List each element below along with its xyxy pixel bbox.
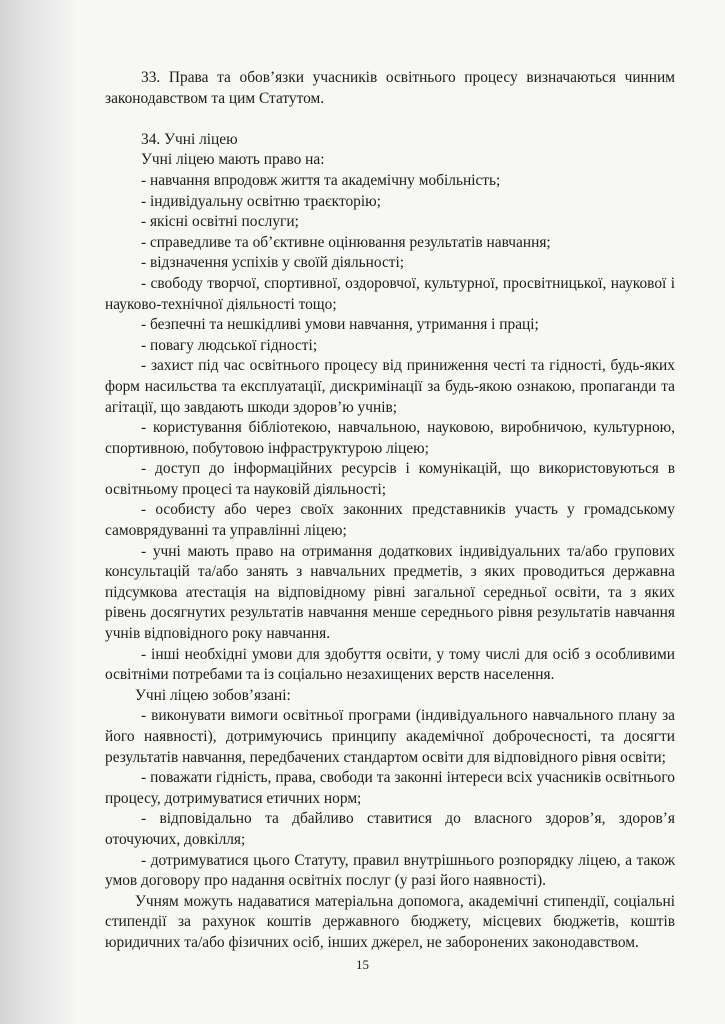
binder-shadow <box>0 0 78 1024</box>
rights-item: - навчання впродовж життя та академічну мобільність; <box>141 171 501 189</box>
duties-item: - виконувати вимоги освітньої програми (індивідуального навчального плану за його наявності), дотримуючись принципу академічної доброчесності, та досягти результатів навчання, передбачених стандартом освіти для відповідного рівня освіти; <box>105 707 675 766</box>
rights-item: - особисту або через своїх законних представників участь у громадському самоврядуванні та управлінні ліцею; <box>105 501 675 540</box>
rights-item: - справедливе та об’єктивне оцінювання результатів навчання; <box>141 233 551 251</box>
rights-item: - якісні освітні послуги; <box>141 213 299 231</box>
duties-intro: Учні ліцею зобов’язані: <box>135 686 291 704</box>
rights-intro: Учні ліцею мають право на: <box>141 151 325 169</box>
duties-item: - поважати гідність, права, свободи та законні інтереси всіх учасників освітнього процесу, дотримуватися етичних норм; <box>105 769 675 807</box>
rights-item: - учні мають право на отримання додаткових індивідуальних та/або групових консультацій та/або занять з навчальних предметів, з яких проводиться державна підсумкова атестація на відповідному рівні загальної середньої освіти, та з яких рівень досягнутих результатів навчання менше середнього рівня результатів навчання учнів відповідного року навчання. <box>105 542 675 643</box>
rights-item: - безпечні та нешкідливі умови навчання, утримання і праці; <box>141 316 539 334</box>
rights-item: - індивідуальну освітню траєкторію; <box>141 192 381 210</box>
rights-item: - користування бібліотекою, навчальною, науковою, виробничою, культурною, спортивною, побутовою інфраструктурою ліцею; <box>105 419 675 457</box>
duties-item: - відповідально та дбайливо ставитися до власного здоров’я, здоров’я оточуючих, довкілля; <box>105 810 675 848</box>
rights-item: - доступ до інформаційних ресурсів і комунікацій, що використовуються в освітньому процесі та науковій діяльності; <box>105 460 675 498</box>
paragraph-33: 33. Права та обов’язки учасників освітнього процесу визначаються чинним законодавством та цим Статутом. <box>105 69 675 107</box>
rights-item: - відзначення успіхів у своїй діяльності; <box>141 254 405 272</box>
rights-item: - захист під час освітнього процесу від приниження честі та гідності, будь-яких форм насильства та експлуатації, дискримінації за будь-якою ознакою, пропаганди та агітації, що завдають шкоди здоров’ю учнів; <box>105 357 675 416</box>
page-number: 15 <box>356 957 369 972</box>
rights-item: - свободу творчої, спортивної, оздоровчої, культурної, просвітницької, наукової і науково-технічної діяльності тощо; <box>105 274 675 313</box>
duties-item: - дотримуватися цього Статуту, правил внутрішнього розпорядку ліцею, а також умов договору про надання освітніх послуг (у разі його наявності). <box>105 851 675 890</box>
support-paragraph: Учням можуть надаватися матеріальна допомога, академічні стипендії, соціальні стипендії за рахунок коштів державного бюджету, місцевих бюджетів, коштів юридичних та/або фізичних осіб, інших джерел, не заборонених законодавством. <box>105 892 675 951</box>
rights-item: - повагу людської гідності; <box>141 336 318 354</box>
bleed-through-text <box>6 50 66 950</box>
section-34-heading: 34. Учні ліцею <box>141 130 238 148</box>
paragraph-gap <box>105 109 675 130</box>
duties-list <box>105 706 675 891</box>
rights-item: - інші необхідні умови для здобуття освіти, у тому числі для осіб з особливими освітніми потребами та із соціально незахищених верств населення. <box>105 645 675 684</box>
rights-list <box>105 171 675 686</box>
document-page <box>105 68 675 954</box>
